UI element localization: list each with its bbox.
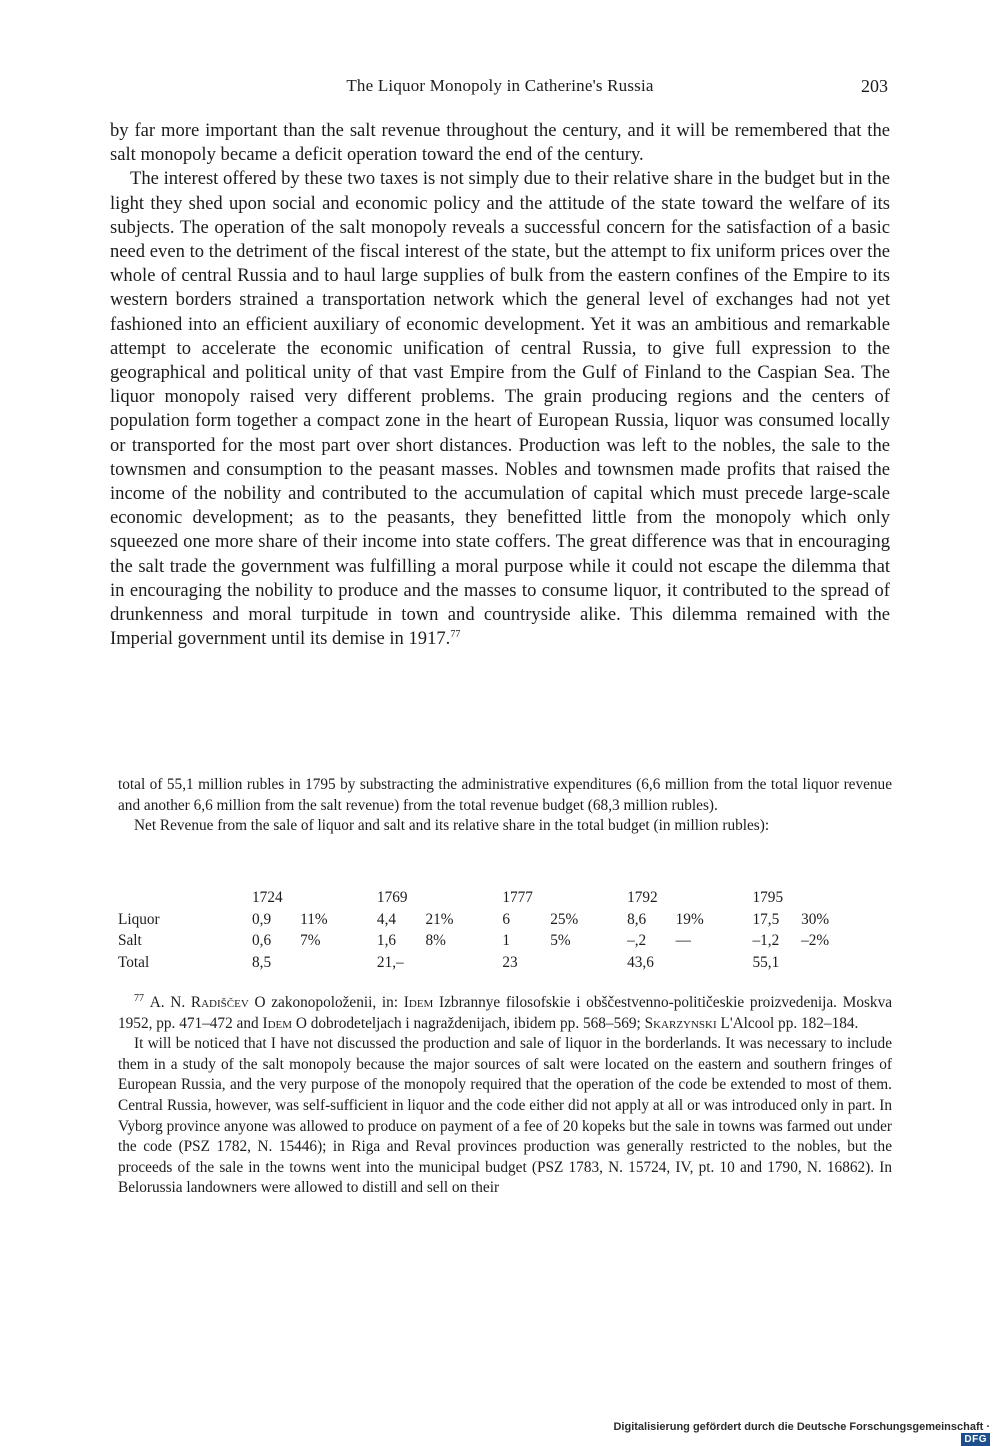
citation-text-c: O dobrodeteljach i nagraždenijach, ibidem pp. 568–569; xyxy=(292,1014,645,1032)
share-cell: 11% xyxy=(300,910,328,928)
footnote-77-citation xyxy=(118,993,892,1034)
table-corner-cell xyxy=(118,887,252,909)
value-cell: 0,6 xyxy=(252,932,272,949)
share-cell: 7% xyxy=(300,932,321,949)
main-text xyxy=(110,119,890,651)
share-cell: 8% xyxy=(425,932,446,949)
year-header: 1769 xyxy=(376,889,408,906)
table-header-row xyxy=(118,887,878,909)
share-cell xyxy=(300,952,377,974)
value-cell: –1,2 xyxy=(752,932,780,949)
year-header: 1777 xyxy=(502,889,533,906)
dfg-logo: DFG xyxy=(961,1433,990,1446)
value-cell: 55,1 xyxy=(752,953,780,971)
value-cell: 1,6 xyxy=(376,932,397,949)
footnote-continuation xyxy=(118,775,892,837)
digitization-credit xyxy=(600,1421,990,1446)
table-row xyxy=(118,930,878,952)
share-cell: –2% xyxy=(801,932,830,949)
citation-text-a: O zakonopoloženii, in: xyxy=(248,994,404,1011)
year-header: 1724 xyxy=(252,889,283,906)
footnote-cont-text: total of 55,1 million rubles in 1795 by substracting the administrative expenditures (6,6 million from the total liquor revenue and another 6,6 million from the salt revenue) from the total revenue budget (68,3 million rubles). xyxy=(118,776,892,814)
table-caption: Net Revenue from the sale of liquor and salt and its relative share in the total budget (in million rubles): xyxy=(134,817,770,835)
value-cell: 23 xyxy=(502,953,518,971)
running-header xyxy=(110,76,890,102)
value-cell: 1 xyxy=(502,932,510,949)
share-cell: — xyxy=(675,932,691,949)
value-cell: 17,5 xyxy=(752,910,780,928)
revenue-table-grid xyxy=(118,887,878,973)
author-radiscev: A. N. Radiščev xyxy=(149,994,249,1011)
table-row xyxy=(118,952,878,974)
value-cell: 43,6 xyxy=(627,953,654,971)
share-cell: 21% xyxy=(425,910,454,928)
value-cell: 4,4 xyxy=(376,910,397,928)
share-cell: 5% xyxy=(550,932,571,949)
value-cell: 8,6 xyxy=(627,910,647,928)
idem-2: Idem xyxy=(262,1014,293,1032)
footnote-ref-77[interactable]: 77 xyxy=(450,629,461,641)
paragraph-1: by far more important than the salt revenue throughout the century, and it will be remembered that the salt monopoly became a deficit operation toward the end of the century. xyxy=(110,120,890,166)
value-cell: 21,– xyxy=(376,953,404,971)
row-label: Total xyxy=(118,953,150,971)
idem-1: Idem xyxy=(403,994,434,1011)
page-number: 203 xyxy=(861,76,888,96)
share-cell: 25% xyxy=(550,910,579,928)
row-label: Liquor xyxy=(118,910,160,928)
running-title: The Liquor Monopoly in Catherine's Russia xyxy=(346,76,654,95)
author-skarzynski: Skarzynski xyxy=(644,1014,717,1032)
citation-text-b: Izbrannye filosofskie i obščestvenno-političeskie proizvedenija. Moskva 1952, pp. 471–472 and xyxy=(118,994,893,1032)
share-cell: 30% xyxy=(801,910,830,928)
share-cell xyxy=(550,952,627,974)
row-label: Salt xyxy=(118,932,142,949)
share-cell xyxy=(676,952,753,974)
value-cell: –,2 xyxy=(627,932,647,949)
credit-text: Digitalisierung gefördert durch die Deutsche Forschungsgemeinschaft · xyxy=(613,1421,990,1433)
year-header: 1795 xyxy=(752,889,784,906)
footnote-77 xyxy=(118,993,892,1199)
footnote-77-number: 77 xyxy=(134,992,144,1004)
share-cell xyxy=(801,952,878,974)
paragraph-2-text: The interest offered by these two taxes is not simply due to their relative share in the budget but in the light they shed upon social and economic policy and the attitude of the state toward the welfare of its subjects. The operation of the salt monopoly reveals a successful concern for the satisfaction of a basic need even to the detriment of the fiscal interest of the state, but the attempt to fix uniform prices over the whole of central Russia and to haul large supplies of bulk from the eastern confines of the Empire to its western borders strained a transportation network which the general level of exchanges had not yet fashioned into an efficient auxiliary of economic development. Yet it was an ambitious and remarkable attempt to accelerate the economic unification of central Russia, to give full expression to the geographical and political unity of that vast Empire from the Gulf of Finland to the Caspian Sea. The liquor monopoly raised very different problems. The grain producing regions and the centers of population form together a compact zone in the heart of European Russia, liquor was consumed locally or transported for the most part over short distances. Production was left to the nobles, the sale to the townsmen and consumption to the peasant masses. Nobles and townsmen made profits that raised the income of the nobility and contributed to the accumulation of capital which must precede large-scale economic development; as to the peasants, they benefitted little from the monopoly which only squeezed one more share of their income into state coffers. The great difference was that in encouraging the salt trade the government was fulfilling a moral purpose while it could not escape the dilemma that in encouraging the nobility to produce and the masses to consume liquor, it contributed to the spread of drunkenness and moral turpitude in town and countryside alike. This dilemma remained with the Imperial government until its demise in 1917. xyxy=(110,168,890,650)
citation-text-d: L'Alcool pp. 182–184. xyxy=(716,1014,859,1032)
share-cell xyxy=(426,952,503,974)
value-cell: 8,5 xyxy=(252,953,272,971)
share-cell: 19% xyxy=(675,910,704,928)
paragraph-2 xyxy=(110,167,890,651)
table-row xyxy=(118,909,878,931)
revenue-table xyxy=(118,887,878,973)
value-cell: 0,9 xyxy=(252,910,272,928)
year-header: 1792 xyxy=(627,889,658,906)
footnote-77-paragraph: It will be noticed that I have not discussed the production and sale of liquor in the borderlands. It was necessary to include them in a study of the salt monopoly because the major sources of salt were located on the eastern and southern fringes of European Russia, and the very purpose of the monopoly required that the operation of the code be extended to most of them. Central Russia, however, was self-sufficient in liquor and the code either did not apply at all or was introduced only in part. In Vyborg province anyone was allowed to produce on payment of a fee of 20 kopeks but the sale in towns was farmed out under the code (PSZ 1782, N. 15446); in Riga and Reval provinces production was generally restricted to the nobles, but the proceeds of the sale in the towns went into the municipal budget (PSZ 1783, N. 15724, IV, pt. 10 and 1790, N. 16862). In Belorussia landowners were allowed to distill and sell on their xyxy=(118,1035,892,1197)
value-cell: 6 xyxy=(502,910,510,928)
